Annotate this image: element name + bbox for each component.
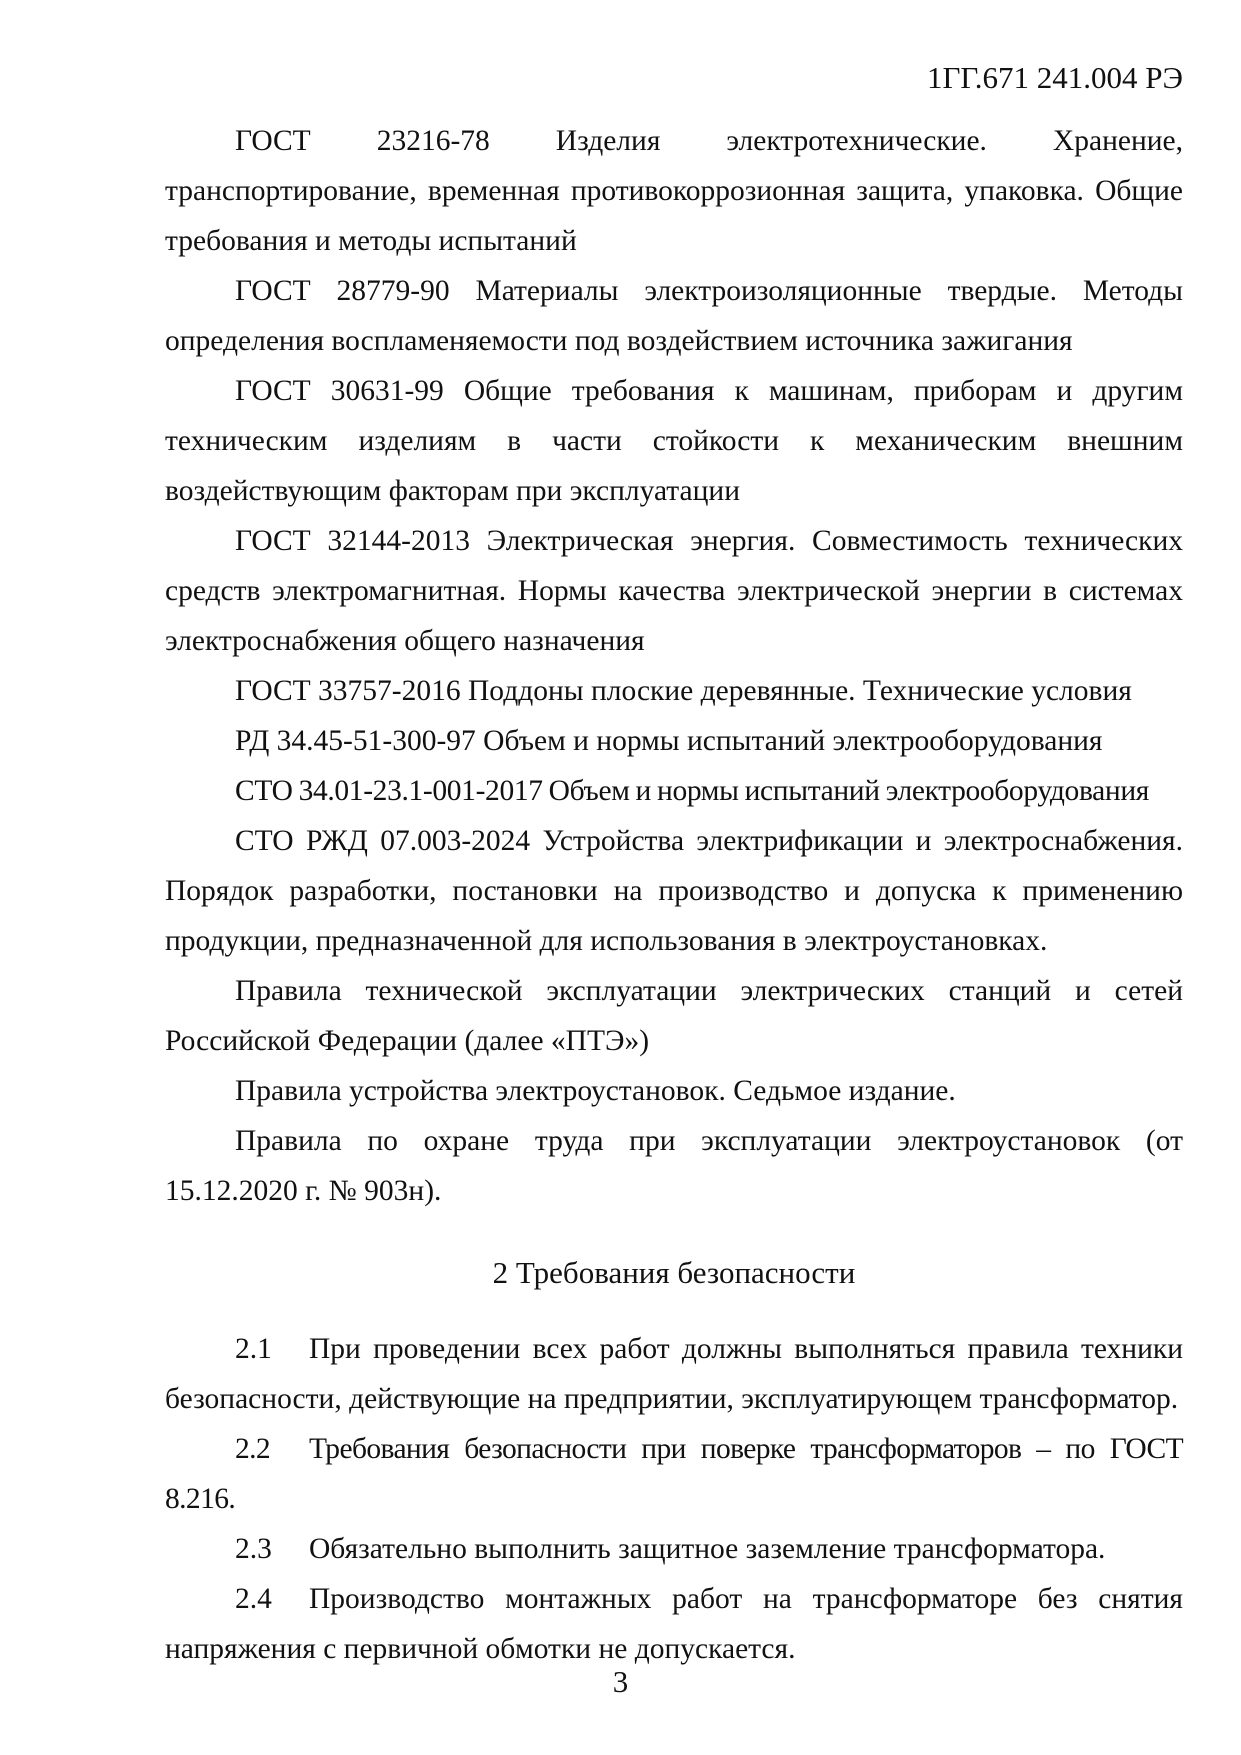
reference-item: ГОСТ 32144-2013 Электрическая энергия. Совместимость технических средств электромагнитная. Нормы качества электрической энергии в системах электроснабжения общего назначения xyxy=(165,525,1183,657)
reference-item: СТО 34.01-23.1-001-2017 Объем и нормы испытаний электрооборудования xyxy=(235,775,1149,807)
reference-item: ГОСТ 23216-78 Изделия электротехнические. Хранение, транспортирование, временная противокоррозионная защита, упаковка. Общие требования и методы испытаний xyxy=(165,125,1183,257)
item-text: Требования безопасности при поверке трансформаторов – по ГОСТ 8.216. xyxy=(165,1433,1183,1515)
item-text: При проведении всех работ должны выполняться правила техники безопасности, действующие на предприятии, эксплуатирующем трансформатор. xyxy=(165,1333,1183,1415)
reference-item: Правила устройства электроустановок. Седьмое издание. xyxy=(235,1075,956,1107)
item-text: Обязательно выполнить защитное заземление трансформатора. xyxy=(309,1533,1106,1565)
item-number: 2.1 xyxy=(235,1333,272,1365)
safety-item xyxy=(165,1324,1183,1424)
item-number: 2.2 xyxy=(235,1433,271,1465)
document-body xyxy=(165,116,1183,1674)
reference-item: ГОСТ 30631-99 Общие требования к машинам, приборам и другим техническим изделиям в части стойкости к механическим внешним воздействующим факторам при эксплуатации xyxy=(165,375,1183,507)
item-text: Производство монтажных работ на трансформаторе без снятия напряжения с первичной обмотки не допускается. xyxy=(165,1583,1183,1665)
safety-item xyxy=(165,1524,1183,1574)
reference-item: СТО РЖД 07.003-2024 Устройства электрификации и электроснабжения. Порядок разработки, постановки на производство и допуска к применению продукции, предназначенной для использования в электроустановках. xyxy=(165,825,1183,957)
safety-item xyxy=(165,1574,1183,1674)
reference-item: Правила технической эксплуатации электрических станций и сетей Российской Федерации (далее «ПТЭ») xyxy=(165,975,1183,1057)
item-number: 2.4 xyxy=(235,1583,272,1615)
safety-item xyxy=(165,1424,1183,1524)
item-number: 2.3 xyxy=(235,1533,272,1565)
reference-item: ГОСТ 28779-90 Материалы электроизоляционные твердые. Методы определения воспламеняемости под воздействием источника зажигания xyxy=(165,275,1183,357)
reference-item: РД 34.45-51-300-97 Объем и нормы испытаний электрооборудования xyxy=(235,725,1103,757)
reference-item: ГОСТ 33757-2016 Поддоны плоские деревянные. Технические условия xyxy=(235,675,1132,707)
page-number: 3 xyxy=(612,1664,629,1699)
section-title: 2 Требования безопасности xyxy=(492,1255,856,1290)
reference-item: Правила по охране труда при эксплуатации электроустановок (от 15.12.2020 г. № 903н). xyxy=(165,1125,1183,1207)
document-code-header: 1ГГ.671 241.004 РЭ xyxy=(926,60,1183,95)
